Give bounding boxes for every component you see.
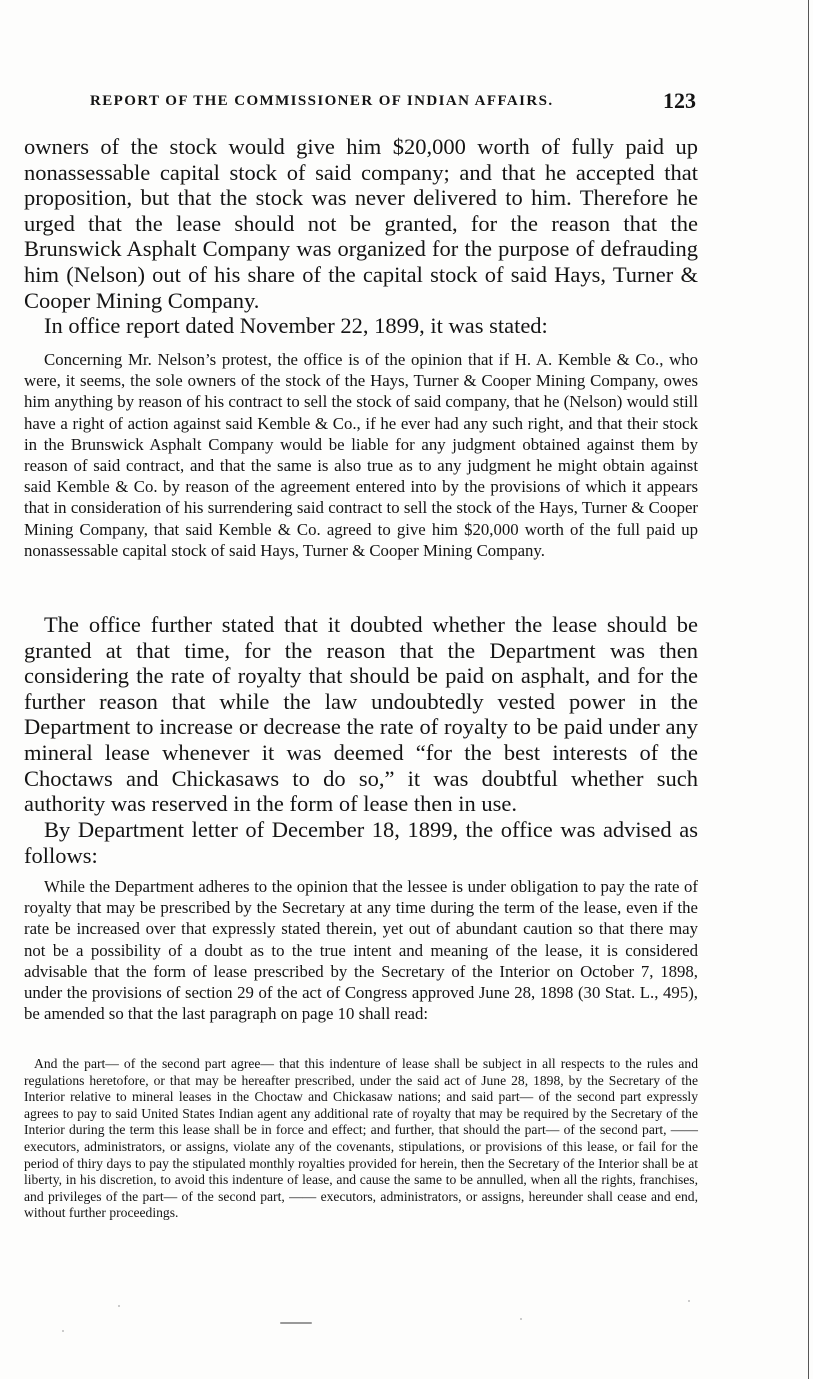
page-number: 123 [663, 88, 696, 113]
block-quote-lease-paragraph: And the part— of the second part agree— that this indenture of lease shall be subject in all respects to the rules and regulations heretofore, or that may be hereafter prescribed, under the said act of June 28, 1898, by the Secretary of the Interior relative to mineral leases in the Choctaw and Chickasaw nations; and said part— of the second part expressly agrees to pay to said United States Indian agent any additional rate of royalty that may be required by the Secretary of the Interior during the term this lease shall be in force and effect; and further, that should the part— of the second part, —— executors, administrators, or assigns, violate any of the covenants, stipulations, or provisions of this lease, or fail for the period of thiry days to pay the stipulated monthly royalties provided for herein, then the Secretary of the Interior shall be at liberty, in his discretion, to avoid this indenture of lease, and cause the same to be annulled, when all the rights, franchises, and privileges of the part— of the second part, —— executors, administrators, or assigns, hereunder shall cease and end, without further proceedings. [24, 1056, 698, 1221]
scan-speck [118, 1305, 120, 1307]
page-edge-rule [808, 0, 809, 1379]
body-paragraph-office-further: The office further stated that it doubted whether the lease should be granted at that time, for the reason that the Department was then considering the rate of royalty that should be paid on asphalt, and for the further reason that while the law undoubtedly vested power in the Department to increase or decrease the rate of royalty to be paid under any mineral lease whenever it was deemed “for the best interests of the Choctaws and Chickasaws to do so,” it was doubtful whether such authority was reserved in the form of lease then in use. [24, 612, 698, 817]
running-head [90, 88, 702, 112]
scan-speck [688, 1300, 690, 1302]
block-quote-office-report: Concerning Mr. Nelson’s protest, the office is of the opinion that if H. A. Kemble & Co., who were, it seems, the sole owners of the stock of the Hays, Turner & Cooper Mining Company, owes him anything by reason of his contract to sell the stock of said company, that he (Nelson) would still have a right of action against said Kemble & Co., if he ever had any such right, and that their stock in the Brunswick Asphalt Company would be liable for any judgment obtained against them by reason of said contract, and that the same is also true as to any judgment he might obtain against said Kemble & Co. by reason of the agreement entered into by the provisions of which it appears that in consideration of his surrendering said contract to sell the stock of the Hays, Turner & Cooper Mining Company, that said Kemble & Co. agreed to give him $20,000 worth of the full paid up nonassessable capital stock of said Hays, Turner & Cooper Mining Company. [24, 350, 698, 560]
scan-smudge-mark [280, 1322, 312, 1324]
body-paragraph-office-report: In office report dated November 22, 1899, it was stated: [44, 313, 548, 338]
scan-speck [520, 1318, 522, 1320]
scan-speck [62, 1330, 64, 1332]
body-paragraph-department-letter: By Department letter of December 18, 1899, the office was advised as follows: [24, 817, 698, 868]
body-paragraph-continued: owners of the stock would give him $20,000 worth of fully paid up nonassessable capital stock of said company; and that he accepted that proposition, but that the stock was never delivered to him. Therefore he urged that the lease should not be granted, for the reason that the Brunswick Asphalt Company was organized for the purpose of defrauding him (Nelson) out of his share of the capital stock of said Hays, Turner & Cooper Mining Company. [24, 134, 698, 313]
block-quote-department-letter: While the Department adheres to the opinion that the lessee is under obligation to pay the rate of royalty that may be prescribed by the Secretary at any time during the term of the lease, even if the rate be increased over that expressly stated therein, yet out of abundant caution so that there may not be a possibility of a doubt as to the true intent and meaning of the lease, it is considered advisable that the form of lease prescribed by the Secretary of the Interior on October 7, 1898, under the provisions of section 29 of the act of Congress approved June 28, 1898 (30 Stat. L., 495), be amended so that the last paragraph on page 10 shall read: [24, 877, 698, 1024]
running-head-title: REPORT OF THE COMMISSIONER OF INDIAN AFFAIRS. [90, 93, 554, 109]
